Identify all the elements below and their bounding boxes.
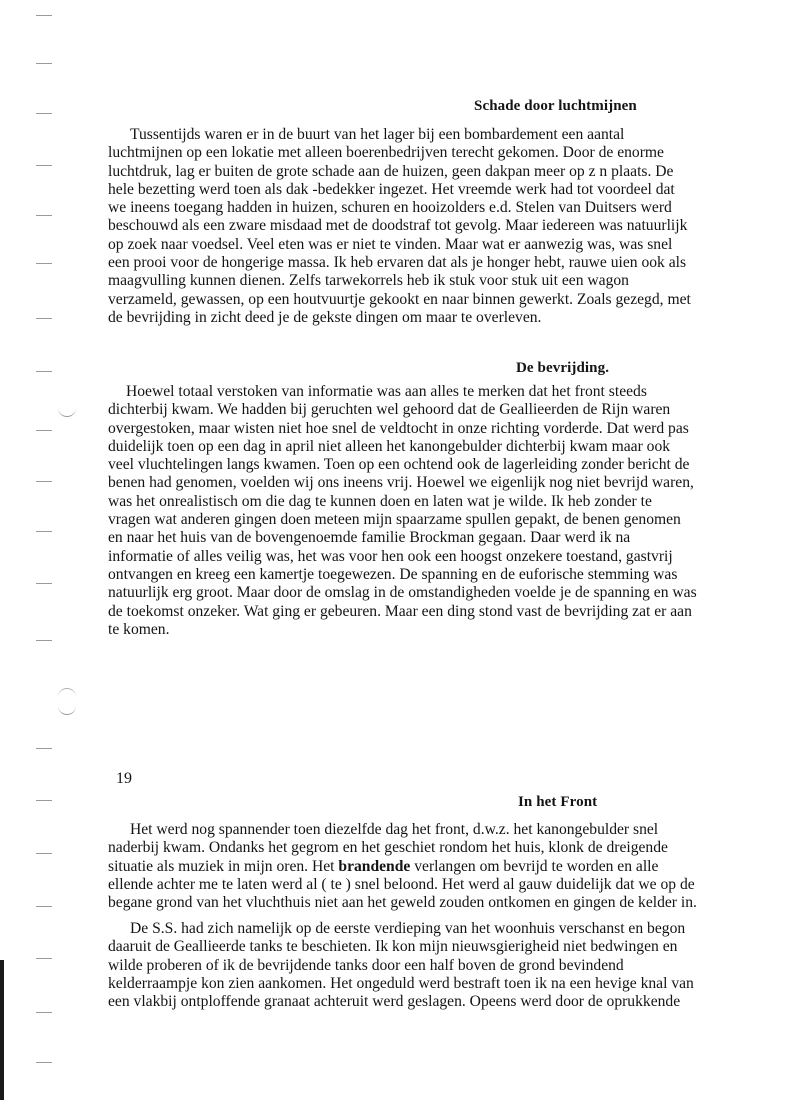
text-line: informatie of alles veilig was, het was voor hen ook een hoogst onzekere toestand, gastvrij: [108, 547, 673, 565]
page-number: 19: [116, 770, 132, 787]
margin-tick: [36, 1062, 52, 1063]
text-line: een prooi voor de hongerige massa. Ik heb ervaren dat als je honger hebt, rauwe uien ook als: [108, 254, 687, 272]
margin-tick: [36, 853, 52, 854]
section-heading-in-het-front: In het Front: [518, 794, 598, 810]
section-heading-luchtmijnen: Schade door luchtmijnen: [474, 98, 637, 114]
paragraph-front-2: [108, 920, 708, 1011]
paragraph-luchtmijnen: [108, 126, 708, 327]
emphasized-word: brandende: [338, 857, 411, 875]
text-line: begane grond van het vluchthuis niet aan het geweld zouden ontkomen en gingen de kelder in.: [108, 894, 697, 912]
text-line: duidelijk toen op een dag in april niet alleen het kanongebulder dichterbij kwam maar ook: [108, 437, 671, 455]
text-line: een vlakbij ontploffende granaat achteruit werd geslagen. Opeens werd door de oprukkende: [108, 993, 681, 1011]
text-line: hele bezetting werd toen als dak -bedekker ingezet. Het vreemde werk had tot voordeel dat: [108, 180, 675, 198]
punch-hole-mark: [58, 706, 76, 715]
text-line: we ineens toegang hadden in huizen, schuren en hooizolders e.d. Stelen van Duitsers werd: [108, 199, 672, 217]
margin-tick: [36, 318, 52, 319]
margin-tick: [36, 748, 52, 749]
paragraph-front-1: [108, 821, 708, 912]
text-line: te komen.: [108, 620, 170, 638]
text-line: wilde proberen of ik de bevrijdende tanks door een half boven de grond bevindend: [108, 956, 624, 974]
margin-tick: [36, 800, 52, 801]
margin-tick: [36, 481, 52, 482]
scan-edge-shadow: [0, 960, 4, 1100]
margin-tick: [36, 113, 52, 114]
margin-tick: [36, 165, 52, 166]
text-line: de bevrijding in zicht deed je de gekste dingen om maar te overleven.: [108, 308, 542, 326]
section-heading-bevrijding: De bevrijding.: [516, 360, 610, 376]
text-line: Het werd nog spannender toen diezelfde dag het front, d.w.z. het kanongebulder snel: [130, 821, 659, 838]
binder-margin: [0, 0, 60, 1100]
text-line: op zoek naar voedsel. Veel eten was er niet te vinden. Maar wat er aanwezig was, was snel: [108, 235, 673, 253]
margin-tick: [36, 906, 52, 907]
margin-tick: [36, 63, 52, 64]
text-line: vragen wat anderen gingen doen meteen mijn spaarzame spullen gepakt, de benen genomen: [108, 511, 681, 529]
text-line: de toekomst onzeker. Wat ging er gebeuren. Maar een ding stond vast de bevrijding zat er aan: [108, 602, 692, 620]
text-line: verzameld, gewassen, op een houtvuurtje gekookt en naar binnen gewerkt. Zoals gezegd, met: [108, 290, 691, 308]
text-line: veel vluchtelingen langs kwamen. Toen op een ochtend ook de lagerleiding zonder bericht de: [108, 456, 690, 474]
text-line: maagvulling kunnen dienen. Zelfs tarwekorrels heb ik stuk voor stuk uit een wagon: [108, 272, 629, 290]
margin-tick: [36, 430, 52, 431]
margin-tick: [36, 640, 52, 641]
text-line: overgestoken, maar wisten niet hoe snel de veldtocht in onze richting vorderde. Dat werd pas: [108, 419, 689, 437]
margin-tick: [36, 531, 52, 532]
punch-hole-mark: [58, 688, 76, 697]
margin-tick: [36, 263, 52, 264]
text-line: luchtdruk, lag er buiten de grote schade aan de huizen, geen dakpan meer op z n plaats. De: [108, 162, 674, 180]
text-line: was het onrealistisch om die dag te kunnen doen en laten wat je wilde. Ik heb zonder te: [108, 492, 652, 510]
text-line: ellende achter me te laten werd al ( te ) snel beloond. Het werd al gauw duidelijk dat we op de: [108, 875, 695, 893]
margin-tick: [36, 15, 52, 16]
punch-hole-mark: [58, 408, 76, 417]
text-line: en naar het huis van de bovengenoemde familie Brockman gegaan. Daar werd ik na: [108, 529, 631, 547]
text-line: benen had genomen, voelden wij ons ineens vrij. Hoewel we eigenlijk nog niet bevrijd waren,: [108, 474, 694, 492]
text-line: situatie als muziek in mijn oren. Het brandende verlangen om bevrijd te worden en alle: [108, 857, 659, 875]
text-line: Hoewel totaal verstoken van informatie was aan alles te merken dat het front steeds: [126, 383, 647, 400]
text-line: ontvangen en kreeg een kamertje toegewezen. De spanning en de euforische stemming was: [108, 565, 678, 583]
text-line: luchtmijnen op een lokatie met alleen boerenbedrijven terecht gekomen. Door de enorme: [108, 144, 664, 162]
margin-tick: [36, 583, 52, 584]
margin-tick: [36, 215, 52, 216]
text-line: dichterbij kwam. We hadden bij geruchten wel gehoord dat de Geallieerden de Rijn waren: [108, 401, 671, 419]
text-line: beschouwd als een zware misdaad met de doodstraf tot gevolg. Maar iedereen was natuurlijk: [108, 217, 688, 235]
text-line: kelderraampje kon zien aankomen. Het ongeduld werd bestraft toen ik na een hevige knal van: [108, 974, 694, 992]
paragraph-bevrijding: [108, 383, 708, 639]
margin-tick: [36, 958, 52, 959]
margin-tick: [36, 371, 52, 372]
text-line: daaruit de Geallieerde tanks te beschieten. Ik kon mijn nieuwsgierigheid niet bedwingen en: [108, 938, 678, 956]
margin-tick: [36, 1012, 52, 1013]
text-line: naderbij kwam. Ondanks het gegrom en het geschiet rondom het huis, klonk de dreigende: [108, 839, 668, 857]
text-line: Tussentijds waren er in de buurt van het lager bij een bombardement een aantal: [130, 126, 625, 143]
text-line: De S.S. had zich namelijk op de eerste verdieping van het woonhuis verschanst en begon: [130, 920, 686, 937]
text-line: natuurlijk erg groot. Maar door de omslag in de omstandigheden voelde je de spanning en was: [108, 584, 697, 602]
